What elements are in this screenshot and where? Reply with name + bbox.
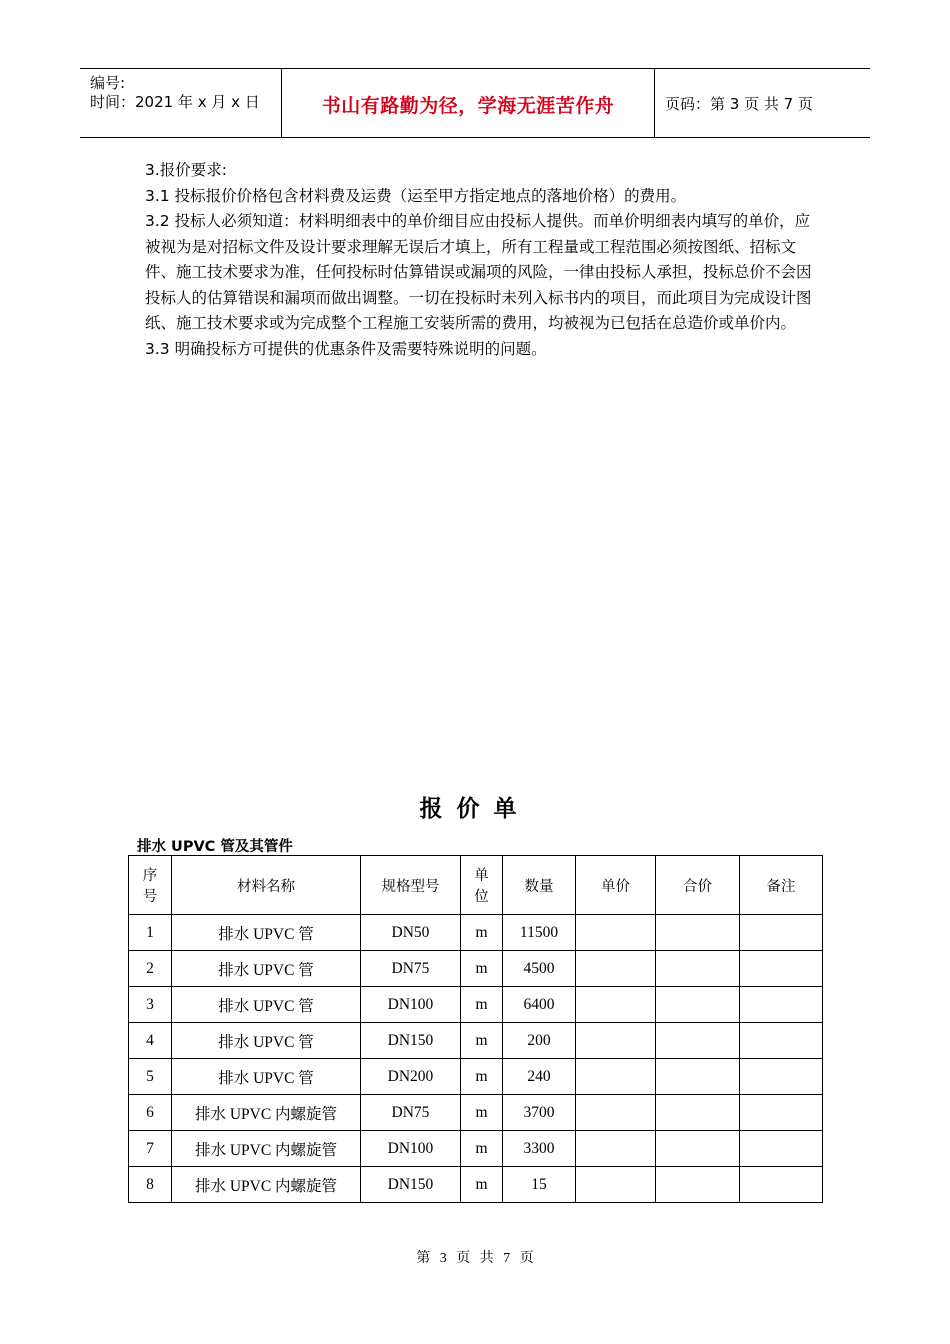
requirement-3-2: 3.2 投标人必须知道：材料明细表中的单价细目应由投标人提供。而单价明细表内填写的单价，应被视为是对招标文件及设计要求理解无误后才填上，所有工程量或工程范围必须按图纸、招标文件、施工技术要求为准，任何投标时估算错误或漏项的风险，一律由投标人承担，投标总价不会因投标人的估算错误和漏项而做出调整。一切在投标时未列入标书内的项目，而此项目为完成设计图纸、施工技术要求或为完成整个工程施工安装所需的费用，均被视为已包括在总造价或单价内。 [145,212,812,332]
cell-total [656,1167,740,1203]
cell-qty: 4500 [503,951,576,987]
cell-seq: 6 [129,1095,172,1131]
col-qty-header: 数量 [503,856,576,915]
cell-unit: m [461,1167,503,1203]
page-code: 页码：第 3 页 共 7 页 [665,95,813,113]
cell-spec: DN75 [361,1095,461,1131]
cell-spec: DN200 [361,1059,461,1095]
cell-seq: 3 [129,987,172,1023]
cell-note [740,1167,823,1203]
table-header-row [129,856,823,915]
cell-unit: m [461,1131,503,1167]
cell-total [656,1131,740,1167]
cell-name: 排水 UPVC 管 [172,915,361,951]
quote-title: 报价单 [419,795,531,822]
cell-qty: 200 [503,1023,576,1059]
cell-name: 排水 UPVC 管 [172,1059,361,1095]
cell-spec: DN100 [361,1131,461,1167]
quote-table [128,855,823,1203]
cell-total [656,1095,740,1131]
cell-spec: DN50 [361,915,461,951]
cell-unit: m [461,1059,503,1095]
cell-unit: m [461,915,503,951]
cell-note [740,1023,823,1059]
col-total-header: 合价 [656,856,740,915]
cell-spec: DN75 [361,951,461,987]
cell-note [740,915,823,951]
cell-seq: 7 [129,1131,172,1167]
cell-total [656,1023,740,1059]
table-row [129,1095,823,1131]
col-name-header: 材料名称 [172,856,361,915]
header-page-cell [655,69,870,137]
document-number-label: 编号: [90,74,126,92]
table-row [129,915,823,951]
cell-qty: 240 [503,1059,576,1095]
cell-unit: m [461,1023,503,1059]
cell-unit: m [461,951,503,987]
quotation-requirements [145,158,815,362]
quote-subtitle: 排水 UPVC 管及其管件 [137,839,293,855]
document-date: 时间：2021 年 x 月 x 日 [90,93,260,111]
table-row [129,1059,823,1095]
cell-spec: DN150 [361,1023,461,1059]
page-footer: 第 3 页 共 7 页 [416,1251,534,1266]
cell-seq: 8 [129,1167,172,1203]
cell-note [740,951,823,987]
cell-name: 排水 UPVC 内螺旋管 [172,1131,361,1167]
table-row [129,951,823,987]
cell-spec: DN100 [361,987,461,1023]
cell-note [740,1059,823,1095]
col-unit-header: 单 位 [461,856,503,915]
cell-qty: 6400 [503,987,576,1023]
cell-seq: 5 [129,1059,172,1095]
requirements-heading: 3.报价要求: [145,161,228,179]
cell-unit: m [461,987,503,1023]
col-price-header: 单价 [576,856,656,915]
col-spec-header: 规格型号 [361,856,461,915]
cell-price [576,1131,656,1167]
table-row [129,1131,823,1167]
col-note-header: 备注 [740,856,823,915]
cell-price [576,1095,656,1131]
cell-name: 排水 UPVC 管 [172,1023,361,1059]
header-motto-cell [282,69,655,137]
page-header [80,68,870,138]
cell-qty: 11500 [503,915,576,951]
cell-name: 排水 UPVC 内螺旋管 [172,1095,361,1131]
cell-total [656,915,740,951]
cell-name: 排水 UPVC 管 [172,951,361,987]
header-meta-cell [80,69,282,137]
cell-seq: 2 [129,951,172,987]
requirement-3-1: 3.1 投标报价价格包含材料费及运费（运至甲方指定地点的落地价格）的费用。 [145,186,687,205]
table-row [129,1023,823,1059]
cell-total [656,951,740,987]
cell-name: 排水 UPVC 管 [172,987,361,1023]
cell-total [656,987,740,1023]
cell-qty: 3700 [503,1095,576,1131]
cell-name: 排水 UPVC 内螺旋管 [172,1167,361,1203]
cell-seq: 4 [129,1023,172,1059]
table-row [129,1167,823,1203]
requirement-3-3: 3.3 明确投标方可提供的优惠条件及需要特殊说明的问题。 [145,339,547,358]
cell-note [740,1131,823,1167]
cell-note [740,1095,823,1131]
cell-price [576,987,656,1023]
cell-price [576,1059,656,1095]
cell-total [656,1059,740,1095]
cell-price [576,951,656,987]
cell-spec: DN150 [361,1167,461,1203]
cell-qty: 3300 [503,1131,576,1167]
cell-seq: 1 [129,915,172,951]
cell-price [576,1167,656,1203]
col-seq-header: 序 号 [129,856,172,915]
cell-price [576,1023,656,1059]
cell-qty: 15 [503,1167,576,1203]
table-row [129,987,823,1023]
cell-note [740,987,823,1023]
motto-text: 书山有路勤为径，学海无涯苦作舟 [321,95,615,117]
cell-unit: m [461,1095,503,1131]
cell-price [576,915,656,951]
